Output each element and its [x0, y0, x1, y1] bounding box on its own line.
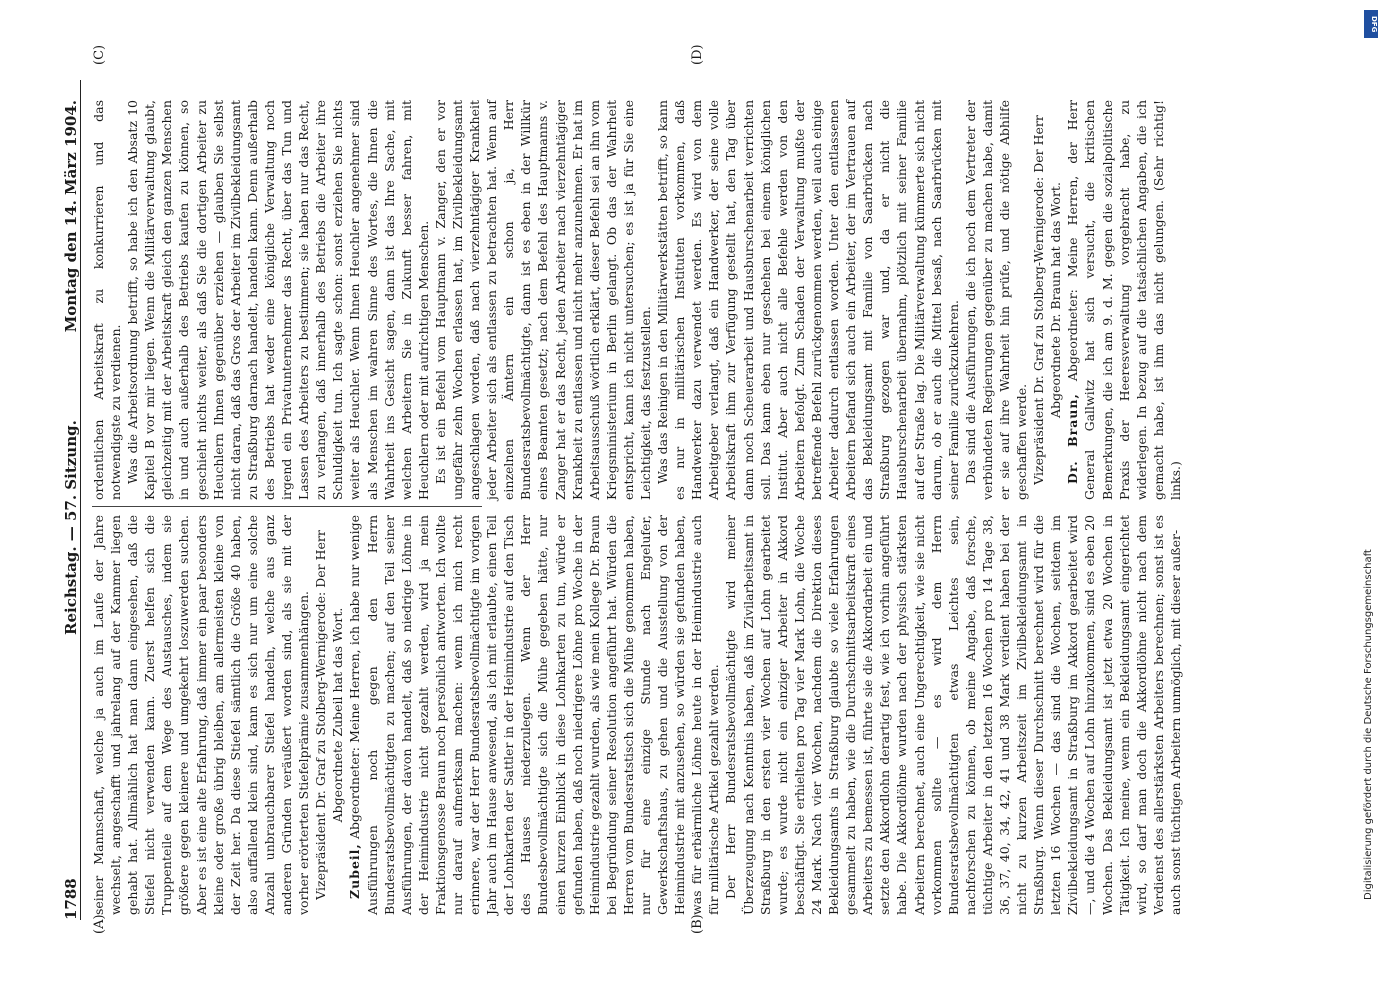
column-divider — [92, 506, 482, 507]
session-title: Reichstag. — 57. Sitzung. — [62, 420, 80, 635]
speech-paragraph — [346, 515, 722, 915]
column-right — [90, 100, 1184, 500]
speaker-name: Zubeil, — [347, 843, 363, 899]
column-left — [90, 515, 1184, 915]
paragraph: Der Herr Bundesratsbevollmächtigte wird meiner Überzeugung nach Kenntnis haben, daß im Zivilarbeitsamt in Straßburg in den ersten vier Wochen auf Lohn gearbeitet wurde; es wurde nicht ein einziger Arbeiter in Akkord beschäftigt. Sie erhielten pro Tag vier Mark Lohn, die Woche 24 Mark. Nach vier Wochen, nachdem die Direktion dieses Bekleidungsamts in Straßburg glaubte so viele Erfahrungen gesammelt zu haben, wie die Durchschnittsarbeitskraft eines Arbeiters zu bemessen ist, führte sie die Akkordarbeit ein und setzte den Akkordlohn derartig fest, wie ich vorhin angeführt habe. Die Akkordlöhne wurden nach der physisch stärksten Arbeitern berechnet, auch eine Ungerechtigkeit, wie sie nicht vorkommen sollte — es wird dem Herrn Bundesratsbevollmächtigten etwas Leichtes sein, nachforschen zu können, ob meine Angabe, daß forsche, tüchtige Arbeiter in den letzten 16 Wochen pro 14 Tage 38, 36, 37, 40, 34, 42, 41 und 38 Mark verdient haben bei der nicht zu kurzen Arbeitszeit im Zivilbekleidungsamt in Straßburg. Wenn dieser Durchschnitt berechnet wird für die letzten 16 Wochen — das sind die Wochen, seitdem im Zivilbekleidungsamt in Straßburg im Akkord gearbeitet wird —, und die 4 Wochen auf Lohn hinzukommen, sind es eben 20 Wochen. Das Bekleidungsamt ist jetzt etwa 20 Wochen in Tätigkeit. Ich meine, wenn ein Bekleidungsamt eingerichtet wird, so darf man doch die Akkordlöhne nicht nach dem Verdienst des allerstärksten Arbeiters berechnen; sonst ist es auch sonst tüchtigen Arbeitern unmöglich, mit dieser außer- — [723, 515, 1183, 915]
chair-announcement: Vizepräsident Dr. Graf zu Stolberg-Wernigerode: Der Herr Abgeordnete Dr. Braun hat das Wort. — [1031, 115, 1064, 485]
speech-text: Abgeordneter: Meine Herren, ich habe nur wenige Ausführungen noch gegen den Herrn Bundesratsbevollmächtigten zu machen; auf den Teil seiner Ausführungen, der davon handelt, daß so niedrige Löhne in der Heimindustrie nicht gezahlt werden, wird ja mein Fraktionsgenosse Braun noch persönlich antworten. Ich wollte nur darauf aufmerksam machen: wenn ich mich recht erinnere, war der Herr Bundesratsbevollmächtigte im vorigen Jahr auch im Hause anwesend, als ich mit erlaubte, einen Teil der Lohnkarten der Sattler in der Heimindustrie auf den Tisch des Hauses niederzulegen. Wenn der Herr Bundesbevollmächtigte sich die Mühe gegeben hätte, nur einen kurzen Einblick in diese Lohnkarten zu tun, würde er gefunden haben, daß noch niedrigere Löhne pro Woche in der Heimindustrie gezahlt wurden, als wie mein Kollege Dr. Braun bei Begründung seiner Resolution angeführt hat. Würden die Herren vom Bundesratstisch sich die Mühe genommen haben, nur für eine einzige Stunde nach Engelufer, Gewerkschaftshaus, zu gehen und die Ausstellung von der Heimindustrie mit anzusehen, so würden sie gefunden haben, was für erbärmliche Löhne heute in der Heimindustrie auch für militärische Artikel gezahlt werden. — [347, 515, 722, 915]
paragraph: Das sind die Ausführungen, die ich noch dem Vertreter der verbündeten Regierungen gegenüber zu machen habe, damit er sie auf ihre Wahrheit hin prüfe, und die nötige Abhilfe geschaffen werde. — [962, 100, 1030, 500]
paragraph: seiner Mannschaft, welche ja auch im Laufe der Jahre wechselt, angeschafft und jahrelang auf der Kammer liegen gehabt hat. Allmählich hat man dann eingesehen, daß die Stiefel nicht verwenden kann. Zuerst helfen sich die Truppenteile auf dem Wege des Austausches, indem sie größere gegen kleinere und umgekehrt loszuwerden suchen. Aber es ist eine alte Erfahrung, daß immer ein paar besonders kleine oder große übrig bleiben, am allermeisten kleine von der Zeit her. Da diese Stiefel sämtlich die Größe 40 haben, also auffallend klein sind, kann es sich nur um eine solche Anzahl unbrauchbarer Stiefel handeln, welche aus ganz anderen Gründen veräußert worden sind, als sie mit der vorher erörterten Stiefelprämie zusammenhängen. — [91, 515, 312, 915]
margin-mark-a: (A) — [92, 914, 107, 934]
page-header — [62, 80, 81, 920]
margin-mark-d: (D) — [690, 44, 705, 65]
chair-announcement: Vizepräsident Dr. Graf zu Stolberg-Wernigerode: Der Herr Abgeordnete Zubeil hat das Wort. — [313, 530, 346, 900]
margin-mark-c: (C) — [92, 44, 107, 65]
session-date: Montag den 14. März 1904. — [62, 100, 80, 333]
speech-text: Abgeordneter: Meine Herren, der Herr General Gallwitz hat sich versucht, die kritischen Bemerkungen, die ich am 9. d. M. gegen die sozialpolitische Praxis der Heeresverwaltung vorgebracht habe, zu widerlegen. In bezug auf die tatsächlichen Angaben, die ich gemacht habe, ist ihm das nicht gelungen. (Sehr richtig! links.) — [1065, 100, 1183, 500]
paragraph: Es ist ein Befehl vom Hauptmann v. Zanger, den er vor ungefähr zehn Wochen erlassen hat, im Zivilbekleidungsamt angeschlagen worden, daß nach vierzehntägiger Krankheit jeder Arbeiter sich als entlassen zu betrachten hat. Wenn auf einzelnen Ämtern ein schon ja, Herr Bundesratsbevollmächtigte, dann ist es eben in der Willkür eines Beamten gesetzt; nach dem Befehl des Hauptmanns v. Zanger hat er das Recht, jeden Arbeiter nach vierzehntägiger Krankheit zu entlassen und nicht mehr anzunehmen. Er hat im Arbeitsausschuß wörtlich erklärt, dieser Befehl sei an ihn vom Kriegsministerium in Berlin gelangt. Ob das der Wahrheit entspricht, kann ich nicht untersuchen; es ist ja für Sie eine Leichtigkeit, das festzustellen. — [432, 100, 653, 500]
paragraph: Was das Reinigen in den Militärwerkstätten betrifft, so kann es nur in militärischen Instituten vorkommen, daß Handwerker dazu verwendet werden. Es wird von dem Arbeitgeber verlangt, daß ein Handwerker, der seine volle Arbeitskraft ihm zur Verfügung gestellt hat, den Tag über dann noch Scheuerarbeit und Hausburschenarbeit verrichten soll. Das kann eben nur geschehen bei einem königlichen Institut. Aber auch nicht alle Befehle werden von den Arbeitern befolgt. Zum Schaden der Verwaltung mußte der betreffende Befehl zurückgenommen werden, weil auch einige Arbeiter dadurch entlassen worden. Unter den entlassenen Arbeitern befand sich auch ein Arbeiter, der im Vertrauen auf das Bekleidungsamt mit Familie von Saarbrücken nach Straßburg gezogen war und, da er nicht die Hausburschenarbeit übernahm, plötzlich mit seiner Familie auf der Straße lag. Die Militärverwaltung kümmerte sich nicht darum, ob er auch die Mittel besaß, nach Saarbrücken mit seiner Familie zurückzukehren. — [655, 100, 961, 500]
speaker-name: Dr. Braun, — [1065, 393, 1081, 484]
credit-text: Digitalisierung gefördert durch die Deutsche Forschungsgemeinschaft — [1363, 549, 1374, 900]
paragraph: ordentlichen Arbeitskraft zu konkurrieren und das notwendigste zu verdienen. — [91, 100, 124, 500]
speech-paragraph — [1064, 100, 1184, 500]
paragraph: Was die Arbeitsordnung betrifft, so habe ich den Absatz 10 Kapitel B vor mir liegen. Wenn die Militärverwaltung glaubt, gleichzeitig mit der Arbeitskraft gleich den ganzen Menschen in und auch außerhalb des Betriebs kaufen zu können, so geschieht nichts weiter, als daß Sie die dortigen Arbeiter zu Heuchlern Ihnen gegenüber erziehen — glauben Sie selbst nicht daran, daß das Gros der Arbeiter im Zivilbekleidungsamt zu Straßburg darnach handelt, handeln kann. Denn außerhalb des Betriebs hat weder eine königliche Verwaltung noch irgend ein Privatunternehmer das Recht, über das Tun und Lassen des Arbeiters zu bestimmen; sie haben nur das Recht, zu verlangen, daß innerhalb des Betriebs die Arbeiter ihre Schuldigkeit tun. Ich sagte schon: sonst erziehen Sie nichts weiter als Heuchler. Wenn Ihnen Heuchler angenehmer sind als Menschen im wahren Sinne des Wortes, die Ihnen die Wahrheit ins Gesicht sagen, dann ist das Ihre Sache, mit welchen Arbeitern Sie in Zukunft besser fahren, mit Heuchlern oder mit aufrichtigen Menschen. — [125, 100, 431, 500]
dfg-logo: DFG — [1364, 10, 1378, 38]
digitization-credit — [1361, 0, 1383, 1000]
margin-mark-b: (B) — [690, 914, 705, 934]
page-number: 1788 — [62, 878, 80, 920]
